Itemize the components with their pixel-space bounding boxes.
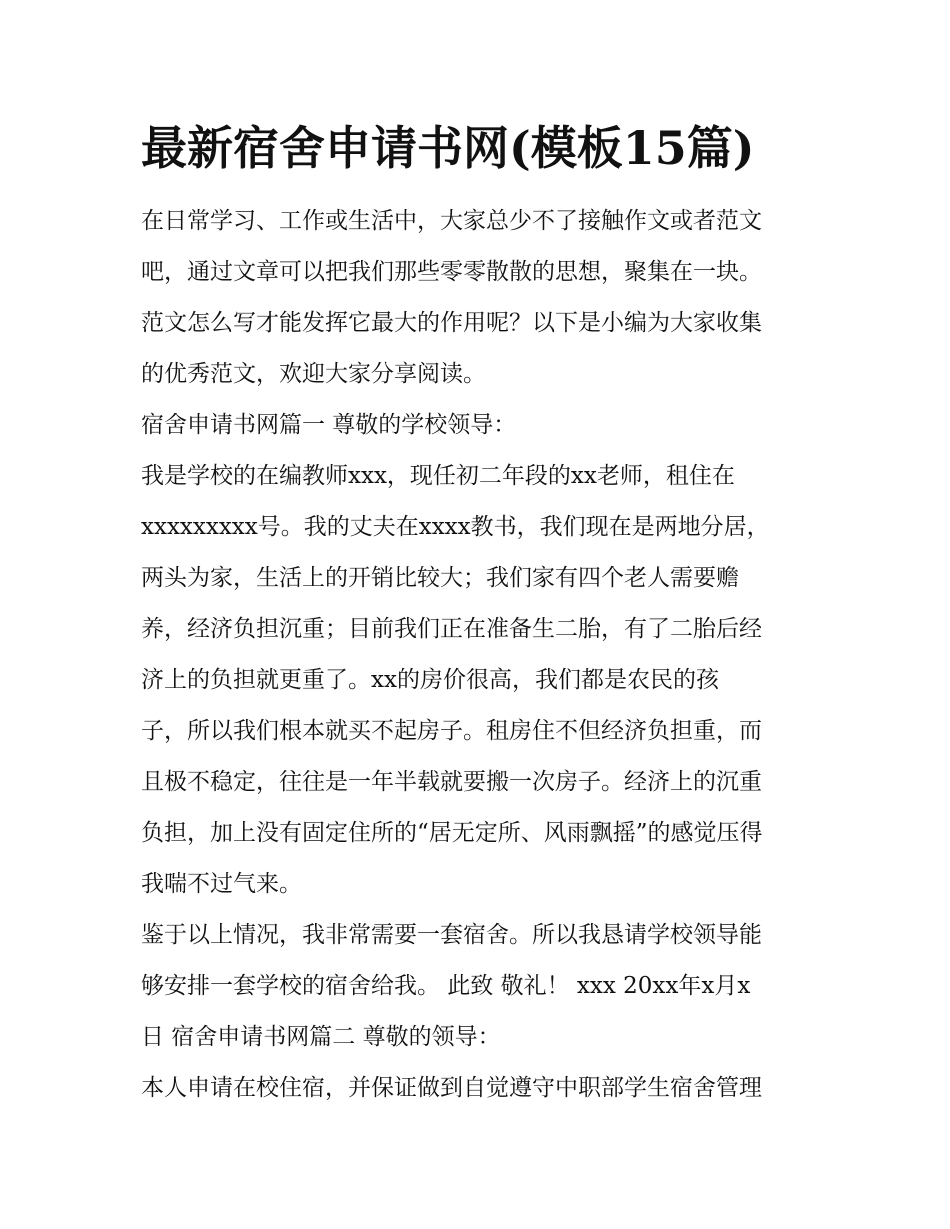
text-line-18: 本人申请在校住宿，并保证做到自觉遵守中职部学生宿舍管理 (141, 1075, 762, 1101)
text-line-6: 我是学校的在编教师xxx，现任初二年段的xx老师，租住在 (141, 463, 735, 489)
text-line-14: 我喘不过气来。 (141, 871, 302, 897)
text-line-8: 两头为家，生活上的开销比较大；我们家有四个老人需要赡 (141, 565, 739, 591)
text-line-4: 的优秀范文，欢迎大家分享阅读。 (141, 361, 486, 387)
text-line-15: 鉴于以上情况，我非常需要一套宿舍。所以我恳请学校领导能 (141, 922, 762, 948)
text-line-2: 吧，通过文章可以把我们那些零零散散的思想，聚集在一块。 (141, 259, 762, 285)
text-line-10: 济上的负担就更重了。xx的房价很高，我们都是农民的孩 (141, 667, 719, 693)
text-line-9: 养，经济负担沉重；目前我们正在准备生二胎，有了二胎后经 (141, 616, 762, 642)
section-heading-1: 宿舍申请书网篇一 尊敬的学校领导： (141, 412, 517, 438)
text-line-7: xxxxxxxxx号。我的丈夫在xxxx教书，我们现在是两地分居， (141, 514, 770, 540)
text-line-3: 范文怎么写才能发挥它最大的作用呢？以下是小编为大家收集 (141, 310, 762, 336)
text-line-11: 子，所以我们根本就买不起房子。租房住不但经济负担重，而 (141, 718, 762, 744)
text-line-1: 在日常学习、工作或生活中，大家总少不了接触作文或者范文 (141, 208, 762, 234)
page-title: 最新宿舍申请书网(模板15篇) (141, 121, 755, 175)
text-line-13: 负担，加上没有固定住所的“居无定所、风雨飘摇”的感觉压得 (141, 820, 763, 846)
text-line-16: 够安排一套学校的宿舍给我。 此致 敬礼！ xxx 20xx年x月x (141, 973, 751, 999)
text-line-12: 且极不稳定，往往是一年半载就要搬一次房子。经济上的沉重 (141, 769, 762, 795)
section-heading-2: 日 宿舍申请书网篇二 尊敬的领导： (141, 1024, 501, 1050)
